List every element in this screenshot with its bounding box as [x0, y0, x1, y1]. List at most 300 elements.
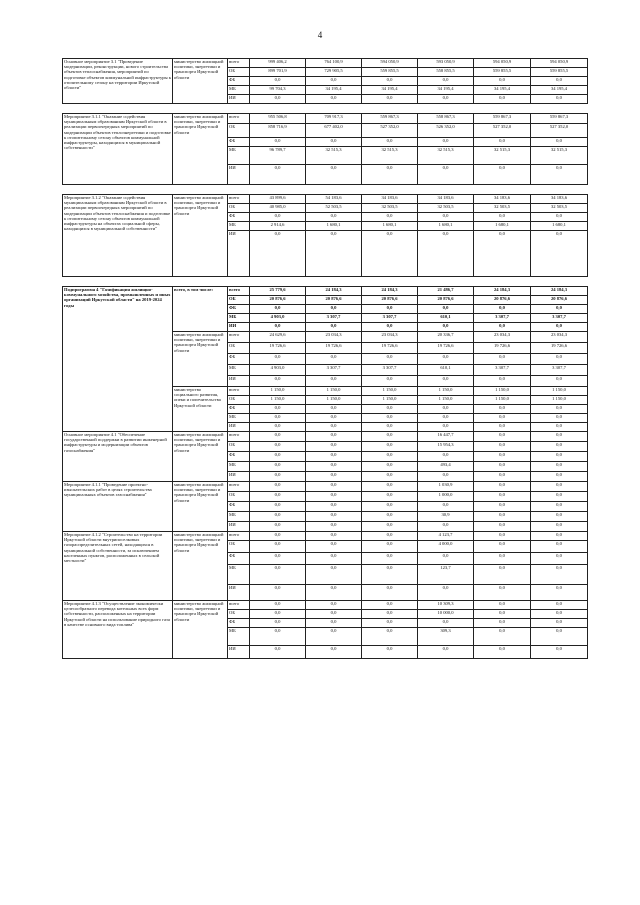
- value-cell: 32 515,3: [306, 147, 362, 165]
- funding-source-cell: всего: [228, 387, 250, 396]
- value-cell: 0,0: [250, 452, 306, 462]
- value-cell: 1 000,0: [418, 492, 474, 502]
- value-cell: 999 406,2: [250, 59, 306, 68]
- value-cell: 559 855,5: [362, 68, 418, 77]
- value-cell: 677 402,0: [306, 124, 362, 138]
- value-cell: 0,0: [362, 323, 418, 332]
- value-cell: 0,0: [306, 628, 362, 646]
- value-cell: 19 726,6: [418, 343, 474, 354]
- value-cell: 0,0: [306, 532, 362, 541]
- value-cell: 2 914,6: [250, 222, 306, 231]
- value-cell: 0,0: [418, 165, 474, 185]
- value-cell: 0,0: [418, 376, 474, 387]
- value-cell: 0,0: [531, 492, 588, 502]
- value-cell: 1 150,0: [474, 396, 531, 405]
- spacer-row: [63, 277, 588, 287]
- value-cell: 558 855,5: [418, 68, 474, 77]
- value-cell: 1 150,0: [306, 387, 362, 396]
- funding-source-cell: ОБ: [228, 492, 250, 502]
- value-cell: 24 184,3: [531, 287, 588, 296]
- value-cell: 0,0: [362, 512, 418, 522]
- funding-source-cell: всего: [228, 482, 250, 492]
- value-cell: 0,0: [474, 512, 531, 522]
- value-cell: 0,0: [362, 165, 418, 185]
- value-cell: 0,0: [250, 165, 306, 185]
- executor-cell: министерство жилищной политики, энергетики и транспорта Иркутской области: [173, 482, 228, 532]
- funding-source-cell: МБ: [228, 628, 250, 646]
- funding-source-cell: всего: [228, 332, 250, 343]
- value-cell: 0,0: [531, 423, 588, 432]
- value-cell: 0,0: [418, 323, 474, 332]
- value-cell: 0,0: [531, 376, 588, 387]
- executor-cell: министерство жилищной политики, энергетики и транспорта Иркутской области: [173, 532, 228, 601]
- value-cell: 0,0: [474, 231, 531, 277]
- value-cell: 0,0: [306, 213, 362, 222]
- spacer-row: [63, 104, 588, 114]
- value-cell: 0,0: [250, 502, 306, 512]
- value-cell: 0,0: [362, 541, 418, 553]
- value-cell: 0,0: [362, 585, 418, 601]
- value-cell: 0,0: [362, 482, 418, 492]
- funding-source-cell: МБ: [228, 462, 250, 472]
- funding-source-cell: ОБ: [228, 296, 250, 305]
- value-cell: 0,0: [531, 305, 588, 314]
- value-cell: 0,0: [474, 482, 531, 492]
- value-cell: 24 629,6: [250, 332, 306, 343]
- value-cell: 20 876,6: [474, 296, 531, 305]
- executor-cell: всего, в том числе:: [173, 287, 228, 332]
- value-cell: 559 867,3: [474, 114, 531, 124]
- funding-source-cell: ИИ: [228, 472, 250, 482]
- value-cell: 0,0: [531, 95, 588, 104]
- value-cell: 3 307,7: [306, 365, 362, 376]
- value-cell: 96 789,7: [250, 147, 306, 165]
- funding-source-cell: ОБ: [228, 396, 250, 405]
- value-cell: 0,0: [474, 305, 531, 314]
- value-cell: 19 726,6: [362, 343, 418, 354]
- value-cell: 0,0: [250, 472, 306, 482]
- value-cell: 0,0: [250, 354, 306, 365]
- table-row: [63, 601, 588, 610]
- value-cell: 0,0: [362, 442, 418, 452]
- funding-source-cell: ОБ: [228, 610, 250, 619]
- value-cell: 0,0: [531, 585, 588, 601]
- funding-source-cell: ФБ: [228, 553, 250, 565]
- value-cell: 0,0: [531, 432, 588, 442]
- funding-source-cell: ФБ: [228, 77, 250, 86]
- measure-name-cell: Мероприятие 4.1.3 "Осуществление экономически целесообразного перевода котельных всех форм собственности, расположенных на территории Иркутской области на использование природного газа в качестве основного вида топлива": [63, 601, 173, 659]
- value-cell: 0,0: [418, 138, 474, 147]
- value-cell: 0,0: [306, 619, 362, 628]
- value-cell: 0,0: [418, 472, 474, 482]
- value-cell: 16 447,7: [418, 432, 474, 442]
- executor-cell: министерство жилищной политики, энергетики и транспорта Иркутской области: [173, 432, 228, 482]
- value-cell: 0,0: [531, 532, 588, 541]
- value-cell: 1 680,1: [418, 222, 474, 231]
- value-cell: 0,0: [306, 432, 362, 442]
- value-cell: 610,1: [418, 314, 474, 323]
- value-cell: 0,0: [306, 646, 362, 659]
- funding-source-cell: ФБ: [228, 619, 250, 628]
- value-cell: 0,0: [362, 77, 418, 86]
- funding-source-cell: ИИ: [228, 165, 250, 185]
- value-cell: 1 680,1: [474, 222, 531, 231]
- value-cell: 0,0: [306, 405, 362, 414]
- value-cell: 0,0: [250, 553, 306, 565]
- value-cell: 0,0: [250, 414, 306, 423]
- value-cell: 0,0: [362, 376, 418, 387]
- value-cell: 0,0: [474, 423, 531, 432]
- value-cell: 0,0: [474, 77, 531, 86]
- value-cell: 0,0: [362, 492, 418, 502]
- funding-source-cell: МБ: [228, 565, 250, 585]
- value-cell: 3 307,7: [474, 365, 531, 376]
- value-cell: 20 336,7: [418, 332, 474, 343]
- value-cell: 19 726,6: [306, 343, 362, 354]
- value-cell: 0,0: [306, 423, 362, 432]
- value-cell: 0,0: [474, 585, 531, 601]
- value-cell: 558 867,3: [418, 114, 474, 124]
- value-cell: 0,0: [474, 462, 531, 472]
- measure-name-cell: Основное мероприятие 3.1 "Проведение модернизации, реконструкции, нового строительства объектов теплоснабжения, мероприятий по подготовке объектов коммунальной инфраструктуры к отопительному сезону на территории Иркутской области": [63, 59, 173, 104]
- value-cell: 559 855,5: [474, 68, 531, 77]
- funding-source-cell: ИИ: [228, 585, 250, 601]
- value-cell: 24 184,3: [306, 287, 362, 296]
- funding-source-cell: МБ: [228, 147, 250, 165]
- funding-source-cell: ИИ: [228, 376, 250, 387]
- value-cell: 0,0: [362, 628, 418, 646]
- value-cell: 34 183,6: [474, 195, 531, 204]
- value-cell: 0,0: [418, 585, 474, 601]
- value-cell: 0,0: [250, 628, 306, 646]
- value-cell: 1 150,0: [418, 396, 474, 405]
- value-cell: 0,0: [250, 462, 306, 472]
- value-cell: 0,0: [306, 77, 362, 86]
- value-cell: 3 307,7: [531, 365, 588, 376]
- funding-source-cell: МБ: [228, 365, 250, 376]
- value-cell: 4 903,0: [250, 314, 306, 323]
- value-cell: 0,0: [418, 414, 474, 423]
- executor-cell: министерство жилищной политики, энергетики и транспорта Иркутской области: [173, 59, 228, 104]
- value-cell: 0,0: [250, 541, 306, 553]
- value-cell: 0,0: [531, 565, 588, 585]
- funding-source-cell: ОБ: [228, 541, 250, 553]
- value-cell: 32 503,5: [531, 204, 588, 213]
- value-cell: 10 309,3: [418, 601, 474, 610]
- value-cell: 0,0: [474, 213, 531, 222]
- value-cell: 0,0: [362, 138, 418, 147]
- value-cell: 0,0: [474, 565, 531, 585]
- funding-source-cell: МБ: [228, 512, 250, 522]
- value-cell: 0,0: [474, 646, 531, 659]
- value-cell: 10 000,0: [418, 610, 474, 619]
- funding-source-cell: ФБ: [228, 405, 250, 414]
- value-cell: 0,0: [250, 619, 306, 628]
- spacer-row: [63, 185, 588, 195]
- value-cell: 0,0: [418, 452, 474, 462]
- value-cell: 0,0: [418, 502, 474, 512]
- value-cell: 52 503,5: [306, 204, 362, 213]
- value-cell: 4 000,0: [418, 541, 474, 553]
- value-cell: 19 726,6: [250, 343, 306, 354]
- funding-source-cell: ОБ: [228, 442, 250, 452]
- value-cell: 1 150,0: [362, 396, 418, 405]
- measure-name-cell: Подпрограмма 4 "Газификация жилищно-коммунального хозяйства, промышленных и иных организаций Иркутской области" на 2019-2024 годы: [63, 287, 173, 432]
- value-cell: 0,0: [306, 553, 362, 565]
- value-cell: 0,0: [362, 95, 418, 104]
- value-cell: 34 195,4: [306, 86, 362, 95]
- value-cell: 1 150,0: [418, 387, 474, 396]
- value-cell: 1 150,0: [474, 387, 531, 396]
- funding-source-cell: всего: [228, 114, 250, 124]
- value-cell: 0,0: [474, 165, 531, 185]
- value-cell: 0,0: [306, 541, 362, 553]
- value-cell: 0,0: [474, 553, 531, 565]
- value-cell: 1 680,1: [362, 222, 418, 231]
- value-cell: 0,0: [306, 442, 362, 452]
- value-cell: 0,0: [418, 405, 474, 414]
- value-cell: 32 515,3: [531, 147, 588, 165]
- value-cell: 0,0: [474, 502, 531, 512]
- value-cell: 0,0: [418, 213, 474, 222]
- value-cell: 0,0: [362, 532, 418, 541]
- measure-name-cell: Мероприятие 3.1.1 "Оказание содействия муниципальным образованиям Иркутской области в реализации первоочередных мероприятий по модернизации объектов теплоэнергетики и подготовке к отопительному сезону объектов коммунальной инфраструктуры, находящихся в муниципальной собственности": [63, 114, 173, 185]
- value-cell: 0,0: [531, 472, 588, 482]
- value-cell: 23 034,3: [306, 332, 362, 343]
- value-cell: 0,0: [250, 77, 306, 86]
- value-cell: 3 307,7: [474, 314, 531, 323]
- value-cell: 3 307,7: [306, 314, 362, 323]
- value-cell: 0,0: [306, 492, 362, 502]
- value-cell: 559 855,5: [531, 68, 588, 77]
- value-cell: 23 034,3: [474, 332, 531, 343]
- value-cell: 0,0: [250, 231, 306, 277]
- value-cell: 0,0: [362, 646, 418, 659]
- funding-source-cell: ФБ: [228, 452, 250, 462]
- funding-source-cell: ИИ: [228, 95, 250, 104]
- value-cell: 0,0: [362, 522, 418, 532]
- value-cell: 0,0: [474, 601, 531, 610]
- value-cell: 0,0: [250, 646, 306, 659]
- value-cell: 0,0: [306, 512, 362, 522]
- funding-source-cell: всего: [228, 59, 250, 68]
- value-cell: 34 183,6: [362, 195, 418, 204]
- value-cell: 23 034,3: [362, 332, 418, 343]
- value-cell: 24 184,3: [474, 287, 531, 296]
- funding-source-cell: ИИ: [228, 231, 250, 277]
- value-cell: 1 150,0: [250, 387, 306, 396]
- value-cell: 0,0: [250, 601, 306, 610]
- value-cell: 0,0: [362, 414, 418, 423]
- value-cell: 4 123,7: [418, 532, 474, 541]
- funding-source-cell: ИИ: [228, 646, 250, 659]
- value-cell: 1 680,1: [531, 222, 588, 231]
- value-cell: 34 195,4: [474, 86, 531, 95]
- value-cell: 0,0: [474, 405, 531, 414]
- value-cell: 0,0: [474, 619, 531, 628]
- value-cell: 0,0: [474, 442, 531, 452]
- value-cell: 1 150,0: [362, 387, 418, 396]
- measure-name-cell: Основное мероприятие 4.1 "Обеспечение государственной поддержки в развитии инженерной инфраструктуры и модернизации объектов газоснабжения": [63, 432, 173, 482]
- value-cell: 559 867,3: [531, 114, 588, 124]
- value-cell: 0,0: [250, 423, 306, 432]
- value-cell: 0,0: [474, 414, 531, 423]
- value-cell: 0,0: [362, 432, 418, 442]
- value-cell: 0,0: [474, 541, 531, 553]
- value-cell: 0,0: [306, 462, 362, 472]
- value-cell: 594 050,9: [362, 59, 418, 68]
- measure-name-cell: Мероприятие 4.1.1 "Проведение проектно-изыскательских работ в целях строительства муниципальных объектов газоснабжения": [63, 482, 173, 532]
- funding-source-cell: МБ: [228, 86, 250, 95]
- value-cell: 0,0: [531, 138, 588, 147]
- value-cell: 0,0: [418, 77, 474, 86]
- value-cell: 0,0: [531, 628, 588, 646]
- value-cell: 594 050,9: [474, 59, 531, 68]
- value-cell: 0,0: [306, 482, 362, 492]
- value-cell: 99 704,3: [250, 86, 306, 95]
- value-cell: 0,0: [362, 619, 418, 628]
- value-cell: 19 726,6: [474, 343, 531, 354]
- budget-table: [62, 58, 588, 659]
- value-cell: 20 876,6: [531, 296, 588, 305]
- value-cell: 0,0: [418, 522, 474, 532]
- value-cell: 1 680,1: [306, 222, 362, 231]
- value-cell: 0,0: [531, 452, 588, 462]
- value-cell: 0,0: [362, 423, 418, 432]
- value-cell: 0,0: [531, 610, 588, 619]
- funding-source-cell: ФБ: [228, 354, 250, 365]
- funding-source-cell: ОБ: [228, 68, 250, 77]
- value-cell: 32 515,3: [418, 147, 474, 165]
- value-cell: 0,0: [306, 414, 362, 423]
- value-cell: 0,0: [306, 323, 362, 332]
- funding-source-cell: ФБ: [228, 213, 250, 222]
- value-cell: 23 034,3: [531, 332, 588, 343]
- funding-source-cell: ФБ: [228, 502, 250, 512]
- value-cell: 0,0: [474, 492, 531, 502]
- value-cell: 0,0: [418, 95, 474, 104]
- value-cell: 20 876,6: [306, 296, 362, 305]
- value-cell: 0,0: [250, 138, 306, 147]
- value-cell: 32 515,3: [362, 147, 418, 165]
- value-cell: 0,0: [250, 213, 306, 222]
- executor-cell: министерство жилищной политики, энергетики и транспорта Иркутской области: [173, 195, 228, 277]
- value-cell: 0,0: [474, 432, 531, 442]
- value-cell: 0,0: [250, 512, 306, 522]
- value-cell: 25 779,6: [250, 287, 306, 296]
- executor-cell: министерство жилищной политики, энергетики и транспорта Иркутской области: [173, 332, 228, 387]
- value-cell: 0,0: [474, 610, 531, 619]
- value-cell: 0,0: [531, 522, 588, 532]
- funding-source-cell: ИИ: [228, 522, 250, 532]
- value-cell: 0,0: [306, 376, 362, 387]
- value-cell: 0,0: [474, 532, 531, 541]
- value-cell: 0,0: [474, 522, 531, 532]
- funding-source-cell: ФБ: [228, 138, 250, 147]
- value-cell: 764 100,9: [306, 59, 362, 68]
- value-cell: 34 183,6: [418, 195, 474, 204]
- value-cell: 0,0: [250, 95, 306, 104]
- value-cell: 0,0: [531, 502, 588, 512]
- value-cell: 0,0: [250, 376, 306, 387]
- value-cell: 0,0: [418, 231, 474, 277]
- value-cell: 0,0: [474, 323, 531, 332]
- value-cell: 0,0: [362, 462, 418, 472]
- value-cell: 1 030,9: [418, 482, 474, 492]
- value-cell: 0,0: [306, 601, 362, 610]
- funding-source-cell: ОБ: [228, 343, 250, 354]
- value-cell: 0,0: [362, 553, 418, 565]
- spacer-cell: [63, 104, 588, 114]
- funding-source-cell: всего: [228, 601, 250, 610]
- table-row: [63, 432, 588, 442]
- value-cell: 0,0: [531, 77, 588, 86]
- value-cell: 0,0: [531, 442, 588, 452]
- funding-source-cell: всего: [228, 287, 250, 296]
- value-cell: 0,0: [474, 376, 531, 387]
- executor-cell: министерство жилищной политики, энергетики и транспорта Иркутской области: [173, 114, 228, 185]
- value-cell: 15 954,3: [418, 442, 474, 452]
- value-cell: 0,0: [531, 414, 588, 423]
- value-cell: 0,0: [531, 354, 588, 365]
- table-row: [63, 195, 588, 204]
- value-cell: 858 716,9: [250, 124, 306, 138]
- executor-cell: министерство жилищной политики, энергетики и транспорта Иркутской области: [173, 601, 228, 659]
- value-cell: 3 307,7: [362, 365, 418, 376]
- value-cell: 30,9: [418, 512, 474, 522]
- value-cell: 0,0: [250, 610, 306, 619]
- value-cell: 0,0: [474, 354, 531, 365]
- value-cell: 0,0: [250, 482, 306, 492]
- value-cell: 0,0: [531, 512, 588, 522]
- page-number: 4: [317, 30, 323, 40]
- value-cell: 0,0: [418, 619, 474, 628]
- value-cell: 0,0: [418, 553, 474, 565]
- value-cell: 34 195,4: [531, 86, 588, 95]
- value-cell: 0,0: [531, 231, 588, 277]
- measure-name-cell: Мероприятие 3.1.2 "Оказание содействия муниципальным образованиям Иркутской области в реализации первоочередных мероприятий по модернизации объектов теплоснабжения и подготовке к отопительному сезону объектов коммунальной инфраструктуры на объектах социальной сферы, находящихся в муниципальной собственности": [63, 195, 173, 277]
- spacer-cell: [63, 185, 588, 195]
- table-row: [63, 59, 588, 68]
- value-cell: 527 352,0: [531, 124, 588, 138]
- funding-source-cell: ИИ: [228, 323, 250, 332]
- value-cell: 0,0: [531, 213, 588, 222]
- funding-source-cell: МБ: [228, 314, 250, 323]
- table-row: [63, 287, 588, 296]
- value-cell: 0,0: [362, 405, 418, 414]
- executor-cell: министерство социального развития, опеки и попечительства Иркутской области: [173, 387, 228, 432]
- value-cell: 54 183,6: [306, 195, 362, 204]
- value-cell: 0,0: [306, 502, 362, 512]
- measure-name-cell: Мероприятие 4.1.2 "Строительство на территории Иркутской области внутрипоселковых газораспределительных сетей, находящихся в муниципальной собственности, за исключением населенных пунктов, расположенных в сельской местности": [63, 532, 173, 601]
- value-cell: 593 050,9: [418, 59, 474, 68]
- funding-source-cell: ОБ: [228, 204, 250, 213]
- table-row: [63, 114, 588, 124]
- value-cell: 34 183,6: [531, 195, 588, 204]
- value-cell: 43 899,6: [250, 195, 306, 204]
- value-cell: 0,0: [306, 565, 362, 585]
- value-cell: 1 150,0: [250, 396, 306, 405]
- value-cell: 0,0: [362, 472, 418, 482]
- funding-source-cell: МБ: [228, 414, 250, 423]
- value-cell: 0,0: [250, 305, 306, 314]
- funding-source-cell: ИИ: [228, 423, 250, 432]
- value-cell: 0,0: [306, 472, 362, 482]
- value-cell: 0,0: [531, 646, 588, 659]
- value-cell: 32 515,3: [474, 147, 531, 165]
- value-cell: 0,0: [250, 585, 306, 601]
- value-cell: 955 506,8: [250, 114, 306, 124]
